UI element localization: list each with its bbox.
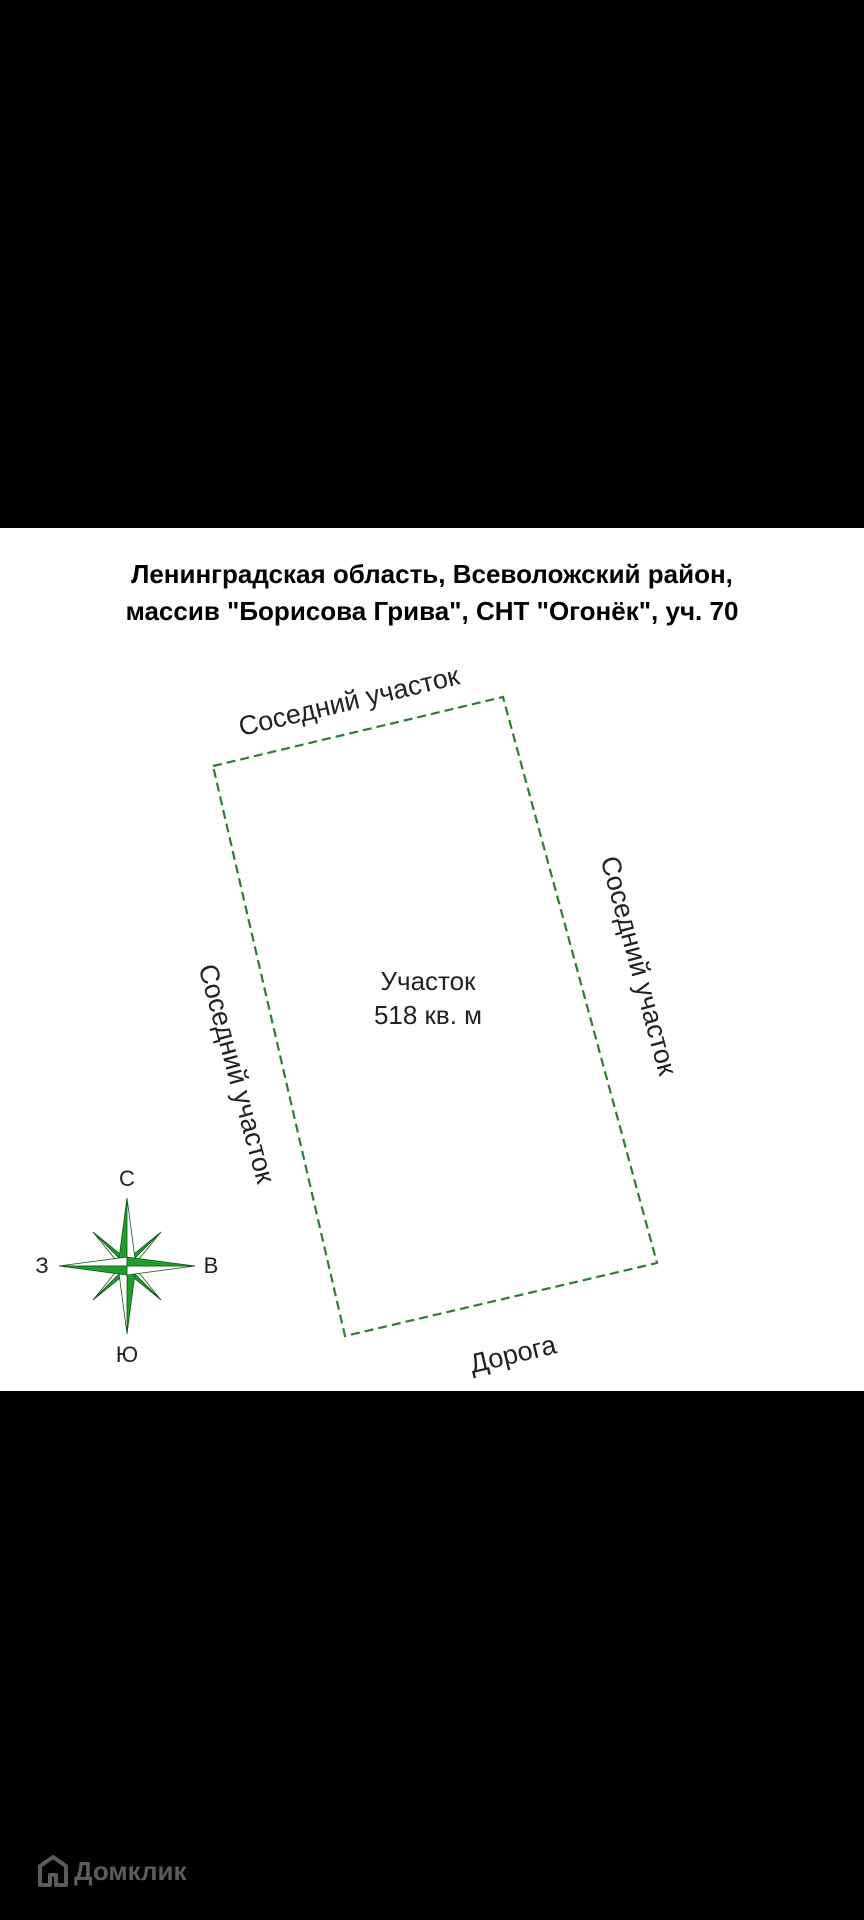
plot-label: Участок xyxy=(380,966,476,996)
plan-title-line-1: Ленинградская область, Всеволожский район, xyxy=(131,559,733,589)
watermark-text: Домклик xyxy=(74,1855,187,1886)
plot-area: 518 кв. м xyxy=(373,1000,483,1030)
site-plan-diagram xyxy=(0,528,864,1391)
compass-east-label: В xyxy=(203,1253,219,1278)
compass-rose-icon xyxy=(35,1166,218,1367)
compass-south-label: Ю xyxy=(115,1342,139,1367)
watermark xyxy=(38,1855,186,1887)
boundary-label-bottom: Дорога xyxy=(466,1329,560,1380)
boundary-label-left: Соседний участок xyxy=(192,960,281,1187)
boundary-label-right: Соседний участок xyxy=(594,852,683,1079)
plan-title-line-2: массив "Борисова Грива", СНТ "Огонёк", уч. 70 xyxy=(125,596,739,626)
compass-west-label: З xyxy=(35,1253,49,1278)
boundary-label-top: Соседний участок xyxy=(235,660,463,742)
compass-north-label: С xyxy=(119,1166,135,1191)
plan-panel xyxy=(0,528,864,1391)
home-logo-icon xyxy=(38,1855,68,1887)
